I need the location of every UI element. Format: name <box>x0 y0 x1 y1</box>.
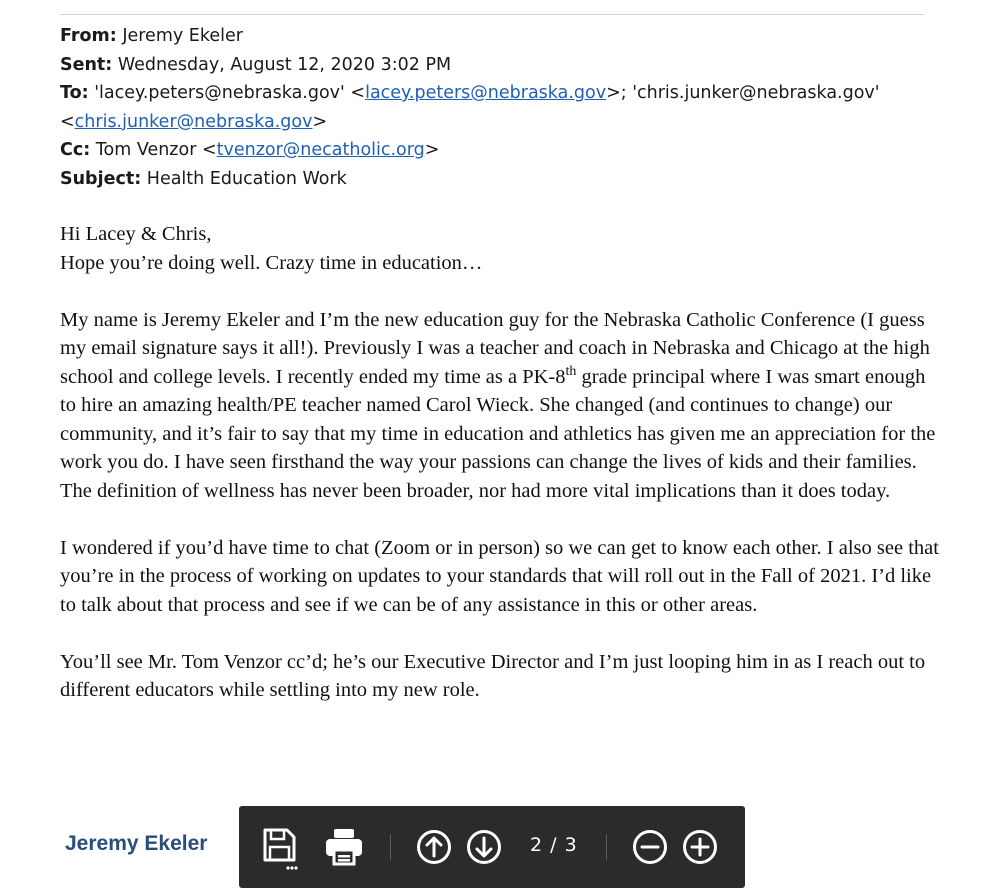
body-paragraph-2: I wondered if you’d have time to chat (Zoom or in person) so we can get to know each other. I also see that you’re in the process of working on updates to your standards that will roll out in the Fall of 2021. I’d like to talk about that process and see if we can be of any assistance in this or other areas. <box>60 536 939 616</box>
subject-line <box>60 165 940 194</box>
to-link-1[interactable]: lacey.peters@nebraska.gov <box>365 83 607 103</box>
toolbar-separator <box>390 834 391 860</box>
zoom-in-icon[interactable] <box>682 829 718 865</box>
greeting-line-2: Hope you’re doing well. Crazy time in education… <box>60 251 483 274</box>
page-down-icon[interactable] <box>466 829 502 865</box>
cc-name: Tom Venzor <box>95 140 197 160</box>
subject-value: Health Education Work <box>146 168 347 189</box>
cc-link[interactable]: tvenzor@necatholic.org <box>216 140 425 160</box>
print-icon[interactable] <box>323 826 365 868</box>
from-line <box>60 22 940 51</box>
sent-value: Wednesday, August 12, 2020 3:02 PM <box>117 54 452 75</box>
paragraph-1-start: My name is Jeremy Ekeler and I’m the new education guy for the Nebraska Catholic Conference (I guess my email signature says it all!). Previously I was a teacher and coach in Nebraska and Chicago at the high school and college levels. I recently ended my time as a PK-8 <box>60 308 930 388</box>
page-up-icon[interactable] <box>416 829 452 865</box>
page-indicator <box>530 834 590 856</box>
email-body <box>60 220 940 733</box>
page-total: 3 <box>564 834 578 856</box>
to-separator: >; <box>606 83 633 103</box>
cc-line: Cc: Tom Venzor <tvenzor@necatholic.org> <box>60 140 440 160</box>
zoom-out-icon[interactable] <box>632 829 668 865</box>
subject-label: Subject: <box>60 168 142 189</box>
header-divider <box>60 14 924 15</box>
page-separator: / <box>550 834 558 856</box>
ordinal-superscript: th <box>565 363 577 379</box>
to-name-1: 'lacey.peters@nebraska.gov' <box>94 83 345 103</box>
sent-label: Sent: <box>60 54 113 75</box>
body-paragraph-1 <box>60 306 940 506</box>
toolbar-separator <box>606 834 607 860</box>
email-header <box>60 22 940 193</box>
cc-label: Cc: <box>60 140 91 160</box>
save-icon[interactable] <box>261 826 299 872</box>
from-value: Jeremy Ekeler <box>122 26 243 46</box>
body-paragraph-3: You’ll see Mr. Tom Venzor cc’d; he’s our Executive Director and I’m just looping him in as I reach out to different educators while settling into my new role. <box>60 650 926 701</box>
paragraph-1-end: grade principal where I was smart enough to hire an amazing health/PE teacher named Carol Wieck. She changed (and continues to change) our community, and it’s fair to say that my time in education and athletics has given me an appreciation for the work you do. I have seen firsthand the way your passions can change the lives of kids and their families. The definition of wellness has never been broader, nor had more vital implications than it does today. <box>60 365 936 502</box>
to-name-2: 'chris.junker@nebraska.gov' <box>632 83 880 103</box>
to-line: To: 'lacey.peters@nebraska.gov' <lacey.peters@nebraska.gov>; 'chris.junker@nebraska.gov' <chris.junker@nebraska.gov> <box>60 83 880 132</box>
greeting-paragraph <box>60 220 940 277</box>
pdf-viewer-toolbar <box>239 806 745 888</box>
sent-line <box>60 51 940 80</box>
signature-name: Jeremy Ekeler <box>65 832 208 855</box>
greeting-line: Hi Lacey & Chris, <box>60 223 212 245</box>
to-label: To: <box>60 83 89 103</box>
to-link-2[interactable]: chris.junker@nebraska.gov <box>74 111 313 132</box>
from-label: From: <box>60 26 117 46</box>
page-current[interactable]: 2 <box>530 834 544 856</box>
